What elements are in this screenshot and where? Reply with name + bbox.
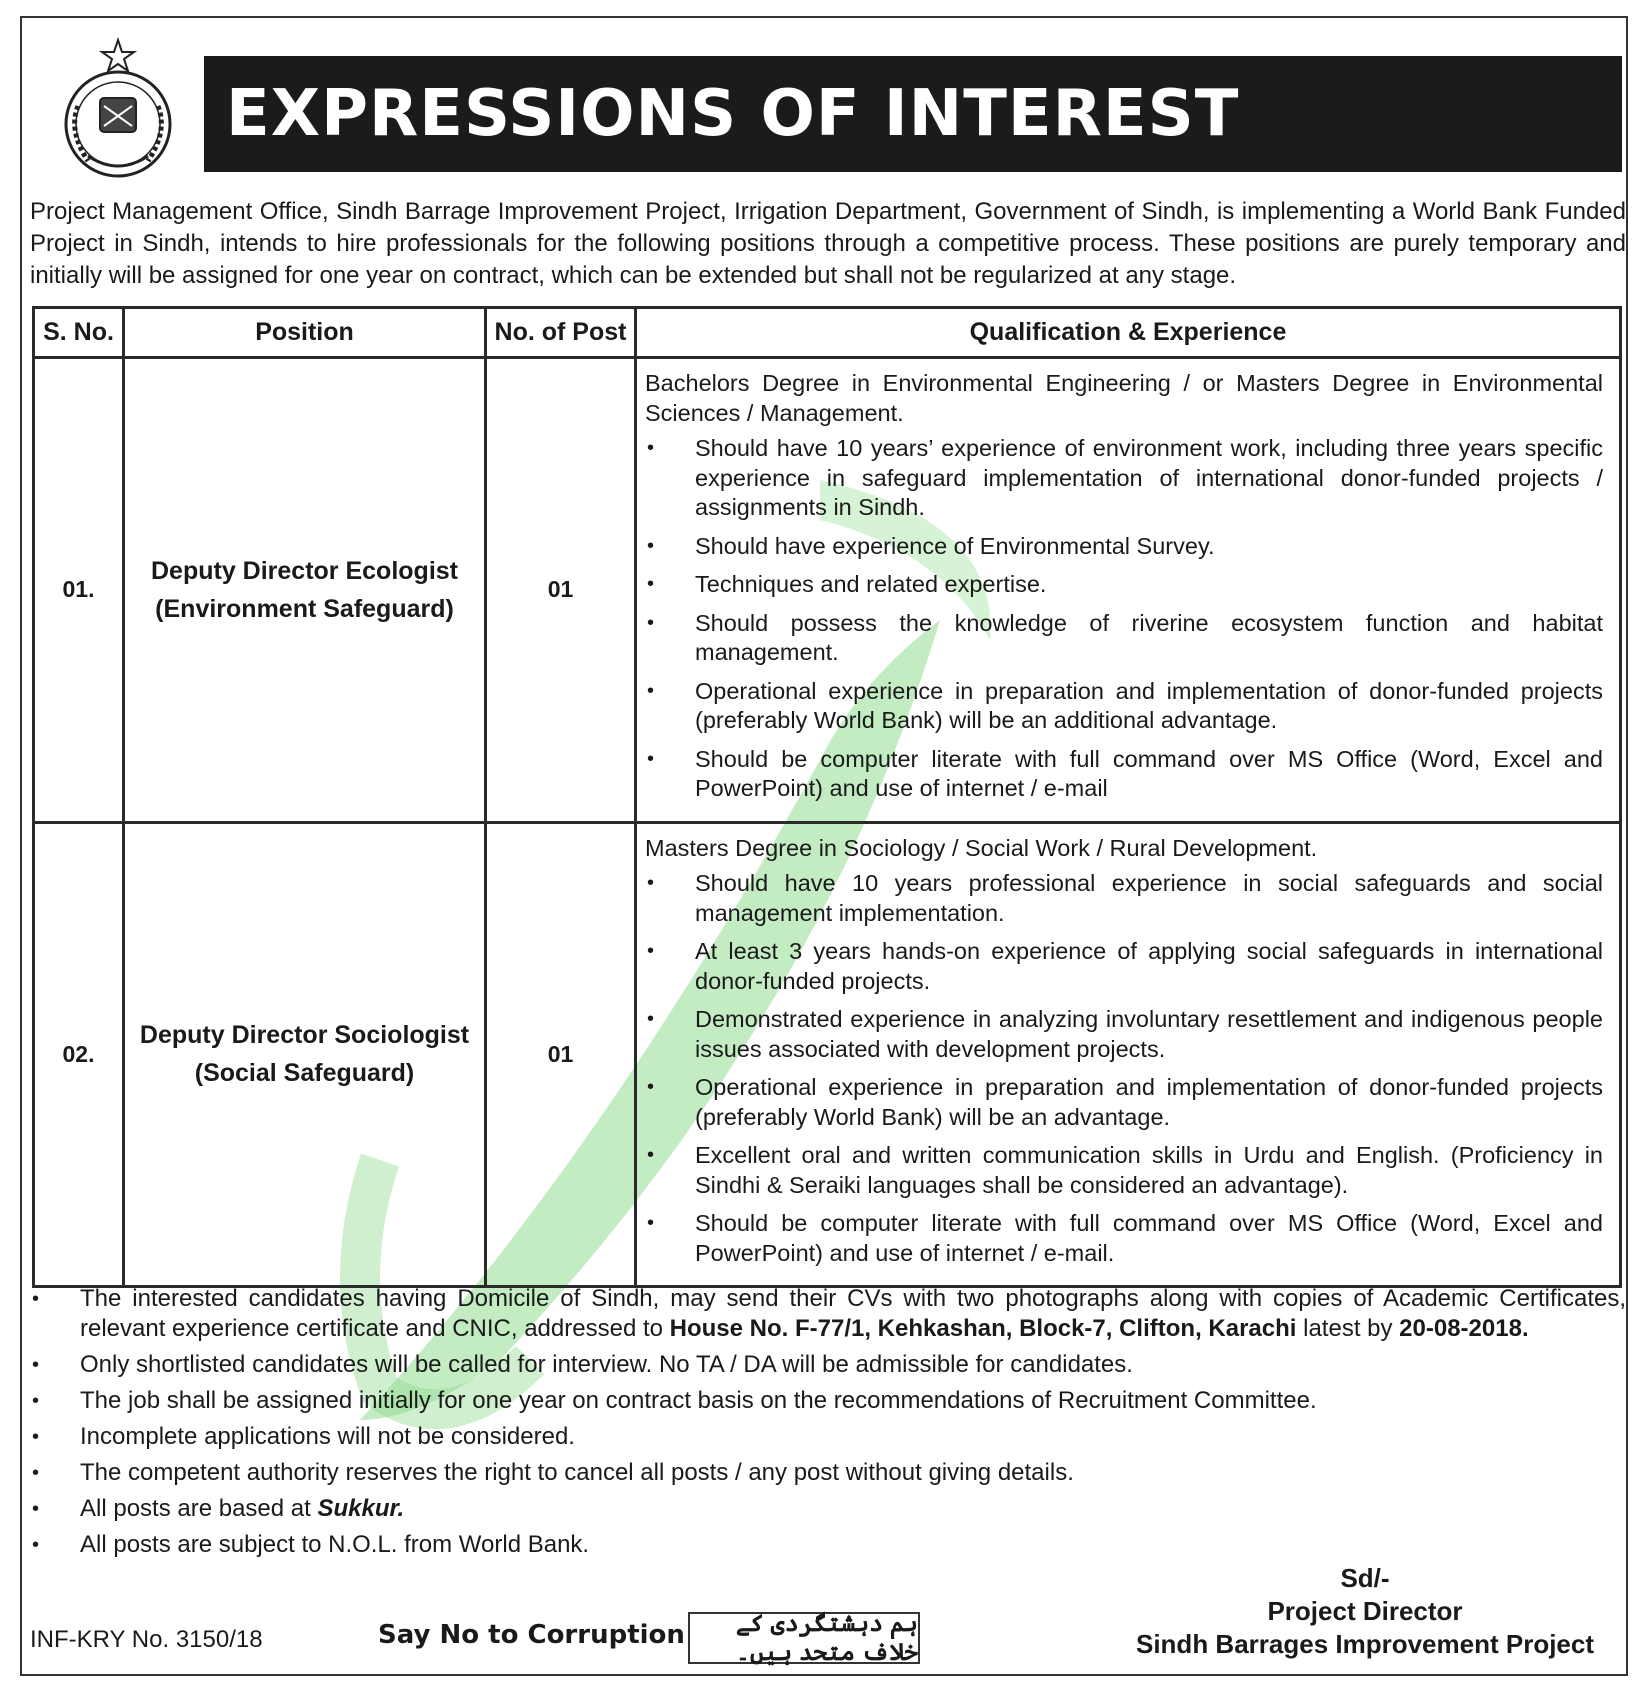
header-sno: S. No. [34,308,124,358]
list-item: • Should possess the knowledge of riverine ecosystem function and habitat management. [645,609,1603,668]
row-position [124,822,486,1287]
position-title: Deputy Director Ecologist [151,556,458,585]
list-item: • Operational experience in preparation and implementation of donor-funded projects (preferably World Bank) will be an advantage. [645,1073,1603,1132]
list-item: • Should have 10 years professional experience in social safeguards and social management implementation. [645,869,1603,928]
position-title: Deputy Director Sociologist [139,1021,470,1050]
row-position [124,358,486,823]
table-row [34,358,1621,823]
deadline-date: 20-08-2018. [1399,1315,1529,1342]
title-banner [204,56,1622,172]
list-item: • Techniques and related expertise. [645,570,1603,600]
table-row [34,822,1621,1287]
signatory-organization: Sindh Barrages Improvement Project [1135,1629,1595,1659]
urdu-slogan-box [688,1612,920,1664]
list-item: • The competent authority reserves the right to cancel all posts / any post without giving details. [28,1458,1626,1488]
anti-corruption-slogan: Say No to Corruption [378,1620,685,1650]
positions-table [32,306,1622,1288]
list-item: • Should have 10 years’ experience of environment work, including three years specific experience in safeguard implementation of international donor-funded projects / assignments in Sindh. [645,434,1603,523]
header-no-of-post: No. of Post [486,308,636,358]
position-subtitle: (Environment Safeguard) [155,594,454,623]
list-item: • Incomplete applications will not be considered. [28,1422,1626,1452]
sindh-government-emblem-icon [48,36,188,186]
signature-block [1110,1562,1620,1661]
list-item: • Only shortlisted candidates will be called for interview. No TA / DA will be admissible for candidates. [28,1350,1626,1380]
header-qualification: Qualification & Experience [636,308,1621,358]
qualification-text: Masters Degree in Sociology / Social Work / Rural Development. [645,834,1318,861]
list-item: • At least 3 years hands-on experience of applying social safeguards in international donor-funded projects. [645,937,1603,996]
list-item: • Should be computer literate with full command over MS Office (Word, Excel and PowerPoint) and use of internet / e-mail [645,745,1603,804]
page-title: EXPRESSIONS OF INTEREST [226,77,1240,151]
signatory-designation: Project Director [1267,1596,1463,1626]
list-item: • Should be computer literate with full command over MS Office (Word, Excel and PowerPoint) and use of internet / e-mail. [645,1209,1603,1268]
qualification-text: Bachelors Degree in Environmental Engineering / or Masters Degree in Environmental Sciences / Management. [645,370,1603,426]
list-item: • Operational experience in preparation and implementation of donor-funded projects (preferably World Bank) will be an additional advantage. [645,677,1603,736]
row-qualification [636,358,1621,823]
signature-sd: Sd/- [1340,1563,1390,1593]
list-item: • Demonstrated experience in analyzing involuntary resettlement and indigenous people issues associated with development projects. [645,1005,1603,1064]
position-subtitle: (Social Safeguard) [194,1059,415,1088]
table-header-row [34,308,1621,358]
row-qualification [636,822,1621,1287]
urdu-slogan: ہم دہشتگردی کے خلاف متحد ہیں۔ [735,1610,918,1666]
address-text: House No. F-77/1, Kehkashan, Block-7, Clifton, Karachi [669,1315,1297,1342]
header-position: Position [124,308,486,358]
row-posts: 01 [486,358,636,823]
row-posts: 01 [486,822,636,1287]
list-item: • The interested candidates having Domicile of Sindh, may send their CVs with two photographs along with copies of Academic Certificates, relevant experience certificate and CNIC, addressed to House No. F-77/1, Kehkashan, Block-7, Clifton, Karachi latest by 20-08-2018. [28,1284,1626,1344]
row-sno: 02. [34,822,124,1287]
experience-list [645,434,1603,804]
location-text: Sukkur. [317,1495,405,1522]
instructions-list [28,1284,1626,1566]
list-item: • Excellent oral and written communication skills in Urdu and English. (Proficiency in Sindhi & Seraiki languages shall be considered an advantage). [645,1141,1603,1200]
experience-list [645,869,1603,1268]
row-sno: 01. [34,358,124,823]
list-item: • The job shall be assigned initially for one year on contract basis on the recommendations of Recruitment Committee. [28,1386,1626,1416]
list-item: • All posts are subject to N.O.L. from World Bank. [28,1530,1626,1560]
reference-number: INF-KRY No. 3150/18 [30,1626,263,1653]
list-item: • All posts are based at Sukkur. [28,1494,1626,1524]
intro-paragraph: Project Management Office, Sindh Barrage Improvement Project, Irrigation Department, Government of Sindh, is implementing a World Bank Funded Project in Sindh, intends to hire professionals for the following positions through a competitive process. These positions are purely temporary and initially will be assigned for one year on contract, which can be extended but shall not be regularized at any stage. [30,198,1626,289]
list-item: • Should have experience of Environmental Survey. [645,532,1603,562]
